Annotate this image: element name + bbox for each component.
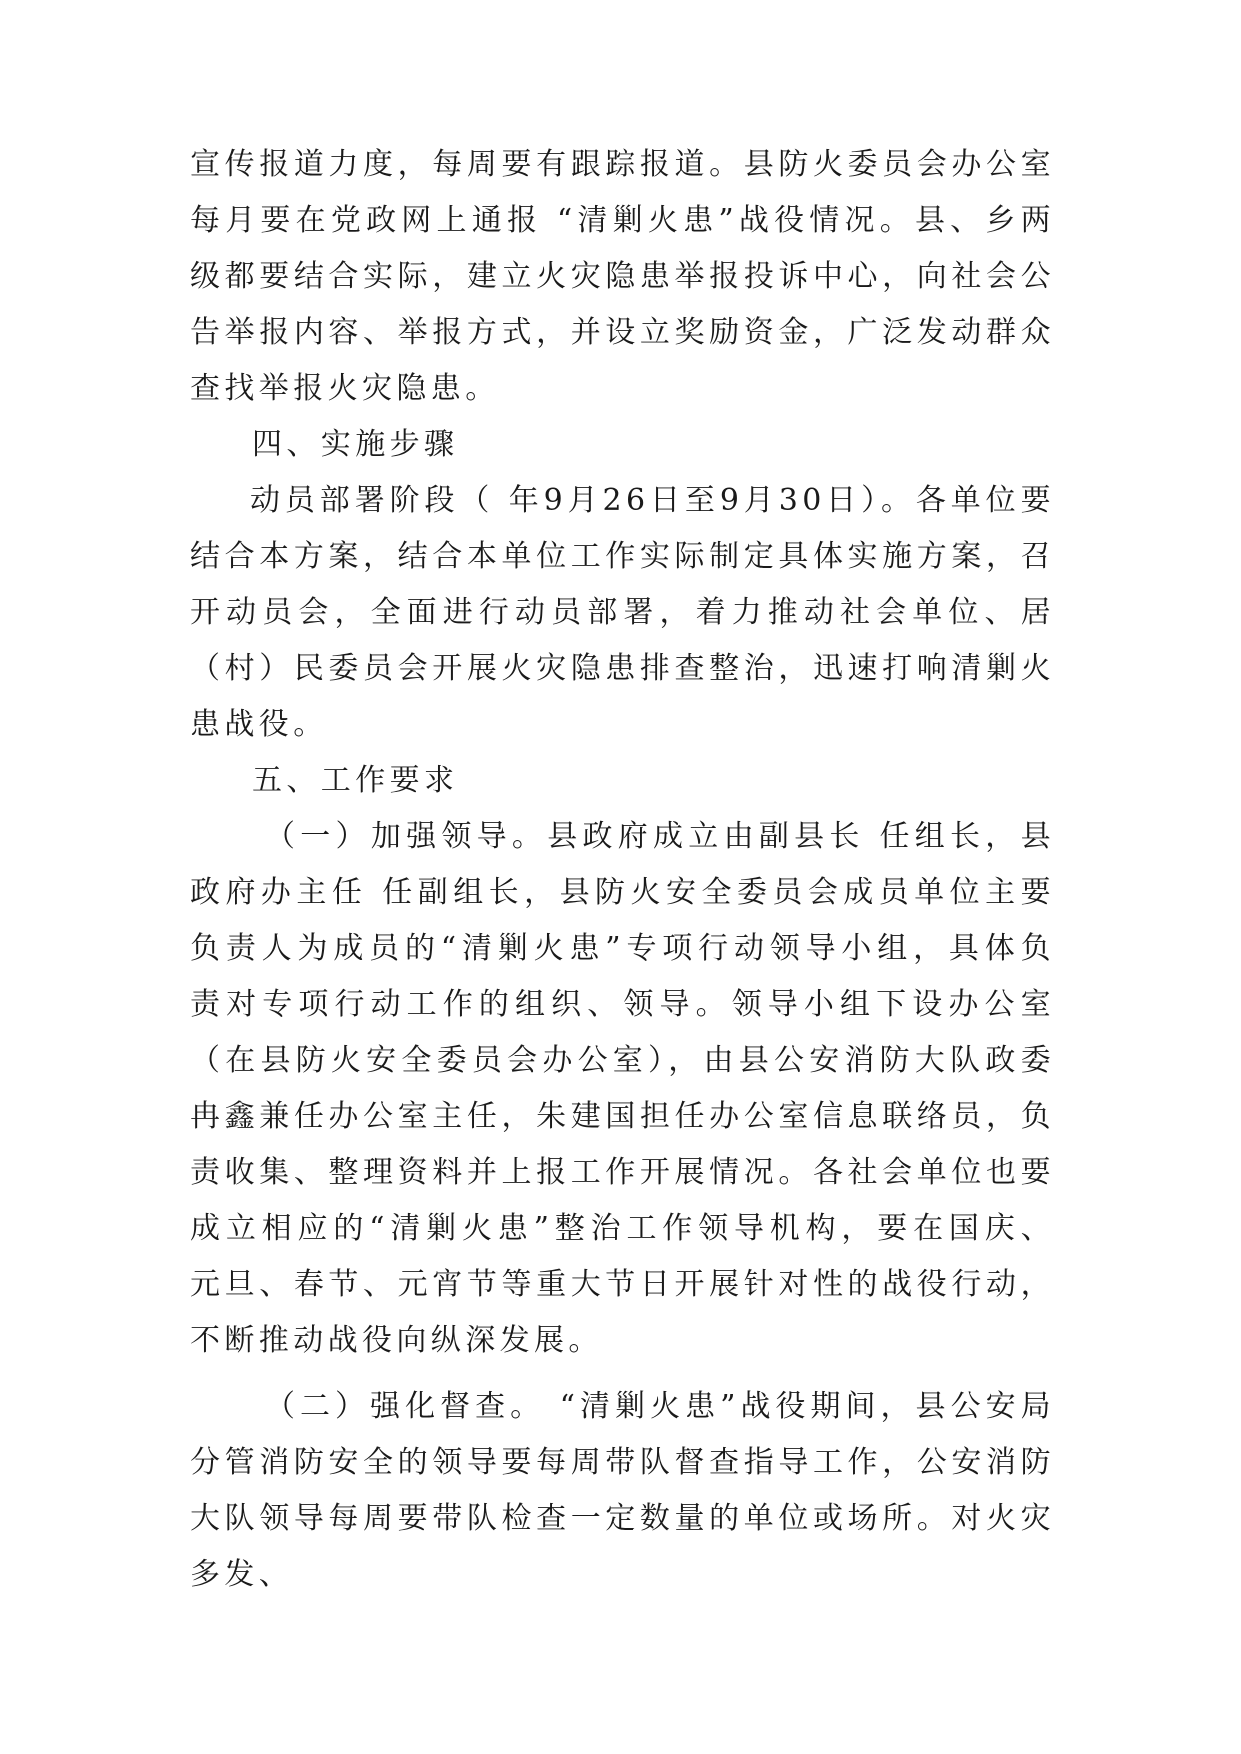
paragraph-mobilization-stage: 动员部署阶段（ 年9月26日至9月30日）。各单位要结合本方案，结合本单位工作实际制定具体实施方案，召开动员会，全面进行动员部署，着力推动社会单位、居（村）民委员会开展火灾隐患排查整治，迅速打响清剿火患战役。 (190, 483, 1055, 742)
paragraph-publicity: 宣传报道力度，每周要有跟踪报道。县防火委员会办公室每月要在党政网上通报 “清剿火患”战役情况。县、乡两级都要结合实际，建立火灾隐患举报投诉中心，向社会公告举报内容、举报方式，并设立奖励资金，广泛发动群众查找举报火灾隐患。 (190, 147, 1055, 406)
section-heading-work-requirements: 五、工作要求 (252, 763, 459, 798)
document-page (190, 137, 1055, 1603)
paragraph-strengthen-supervision: （二）强化督查。 “清剿火患”战役期间，县公安局分管消防安全的领导要每周带队督查指导工作，公安消防大队领导每周要带队检查一定数量的单位或场所。对火灾多发、 (190, 1389, 1055, 1592)
paragraph-strengthen-leadership: （一）加强领导。县政府成立由副县长 任组长，县政府办主任 任副组长，县防火安全委员会成员单位主要负责人为成员的“清剿火患”专项行动领导小组，具体负责对专项行动工作的组织、领导。领导小组下设办公室（在县防火安全委员会办公室），由县公安消防大队政委冉鑫兼任办公室主任，朱建国担任办公室信息联络员，负责收集、整理资料并上报工作开展情况。各社会单位也要成立相应的“清剿火患”整治工作领导机构，要在国庆、元旦、春节、元宵节等重大节日开展针对性的战役行动，不断推动战役向纵深发展。 (190, 819, 1055, 1358)
section-heading-implementation-steps: 四、实施步骤 (252, 427, 459, 462)
